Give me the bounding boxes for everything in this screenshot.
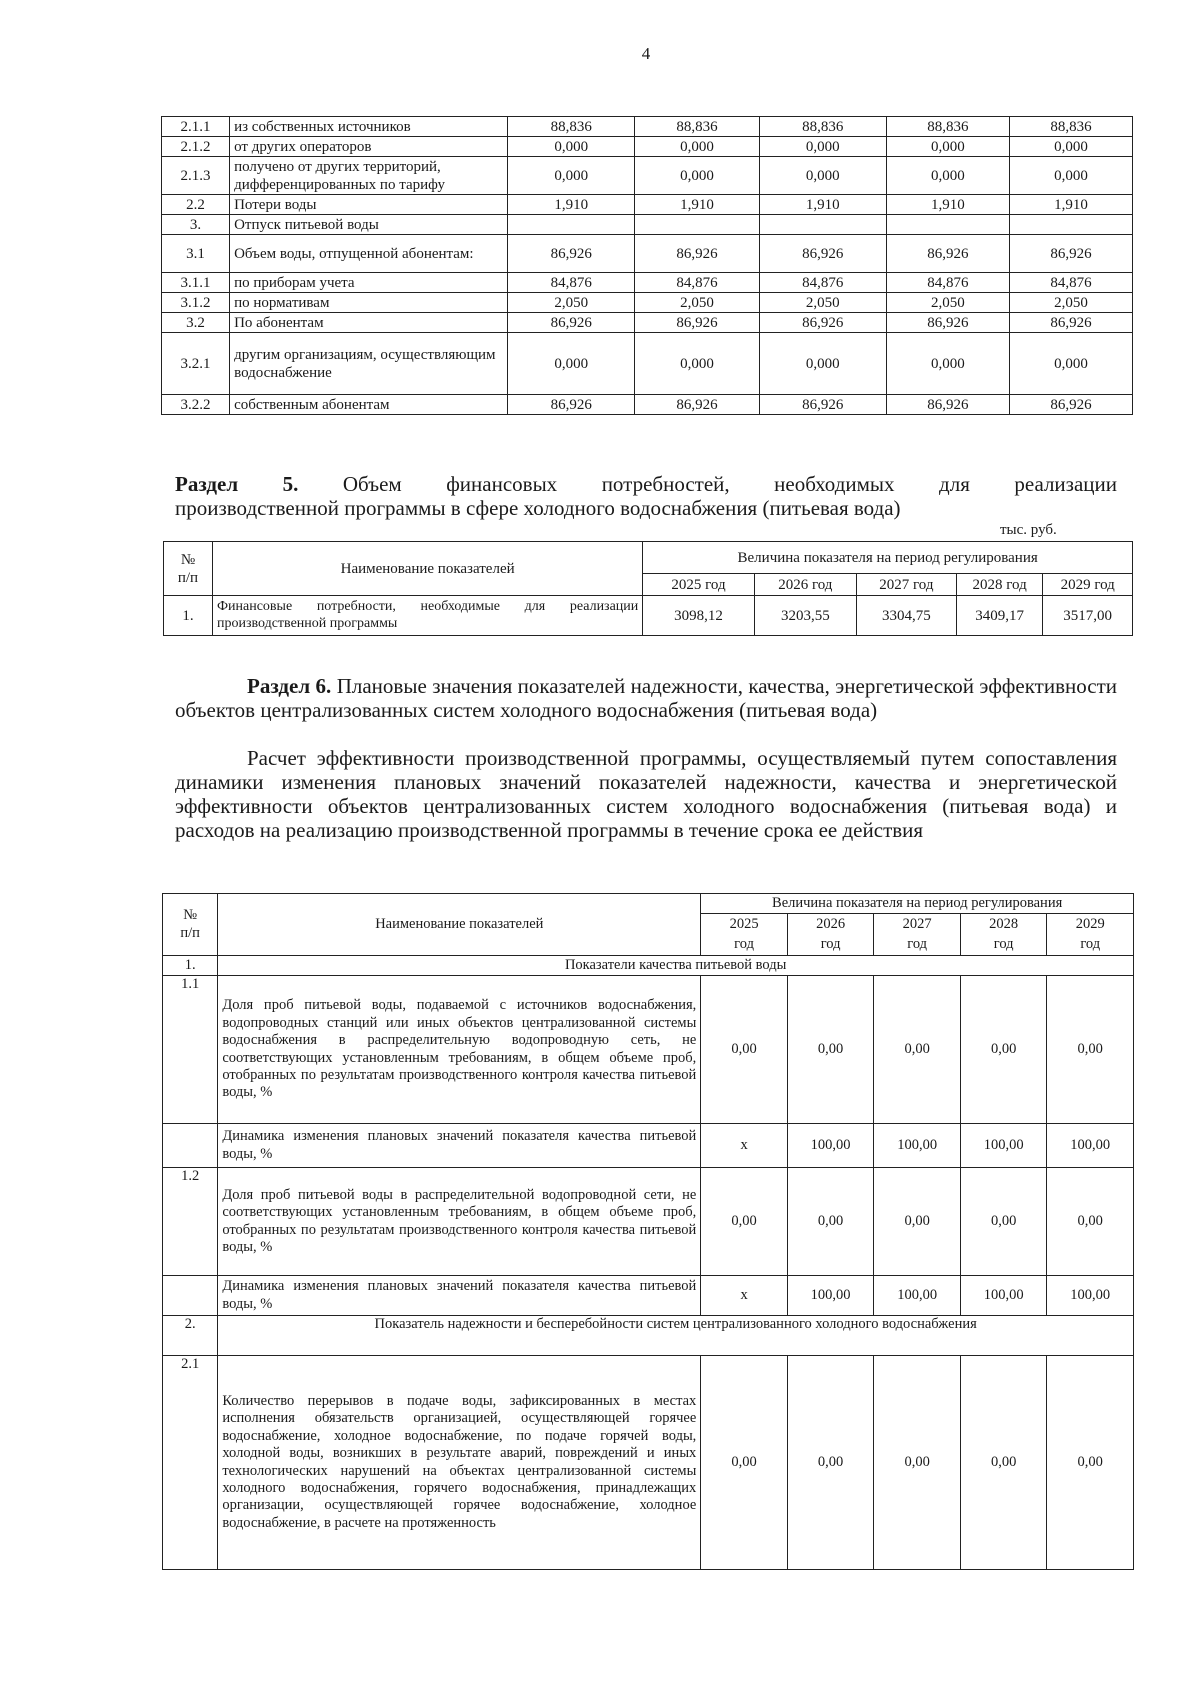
t3-value: 100,00 <box>787 1276 874 1316</box>
t3-year: 2027 <box>874 914 961 935</box>
t3-value: 100,00 <box>1047 1124 1134 1168</box>
row-name: по нормативам <box>230 293 508 313</box>
t2-col-period: Величина показателя на период регулирования <box>643 542 1133 574</box>
t3-value: 100,00 <box>874 1276 961 1316</box>
t3-r11-num: 1.1 <box>163 976 218 1124</box>
row-number: 2.1.2 <box>162 137 230 157</box>
t3-group2-title: Показатель надежности и бесперебойности систем централизованного холодного водоснабжения <box>218 1316 1134 1356</box>
t3-value: 0,00 <box>960 1168 1047 1276</box>
t3-value: 0,00 <box>874 1356 961 1570</box>
indicators-table <box>162 893 1134 1570</box>
t3-r21-num: 2.1 <box>163 1356 218 1570</box>
t3-col-name: Наименование показателей <box>218 894 701 956</box>
t3-value: 0,00 <box>1047 1356 1134 1570</box>
row-value: 86,926 <box>886 313 1009 333</box>
row-name: собственным абонентам <box>230 395 508 415</box>
water-balance-table <box>161 116 1133 415</box>
section5-title-a: Объем финансовых потребностей, необходимых для реализации <box>342 472 1117 496</box>
row-value: 86,926 <box>635 395 759 415</box>
t3-r12-num: 1.2 <box>163 1168 218 1276</box>
row-number: 2.1.1 <box>162 117 230 137</box>
row-name: Отпуск питьевой воды <box>230 215 508 235</box>
t3-year-word: год <box>874 935 961 956</box>
t3-group1-num: 1. <box>163 956 218 976</box>
row-value: 88,836 <box>635 117 759 137</box>
table-row <box>162 333 1133 395</box>
t2-year: 2028 год <box>956 574 1042 596</box>
row-value: 88,836 <box>759 117 886 137</box>
row-value: 1,910 <box>886 195 1009 215</box>
row-value: 0,000 <box>759 157 886 195</box>
t3-group1-title: Показатели качества питьевой воды <box>218 956 1134 976</box>
row-value: 86,926 <box>886 395 1009 415</box>
section5-label: Раздел 5. <box>175 472 299 496</box>
row-value: 88,836 <box>1009 117 1132 137</box>
t3-value: 100,00 <box>1047 1276 1134 1316</box>
t3-group2-num: 2. <box>163 1316 218 1356</box>
t3-col-num: № п/п <box>163 894 218 956</box>
row-value <box>635 215 759 235</box>
row-value: 0,000 <box>507 333 634 395</box>
row-value: 2,050 <box>759 293 886 313</box>
row-name: по приборам учета <box>230 273 508 293</box>
t3-year: 2028 <box>960 914 1047 935</box>
t3-value: 0,00 <box>701 1356 788 1570</box>
row-value: 84,876 <box>507 273 634 293</box>
row-number: 3.2.1 <box>162 333 230 395</box>
t3-value: 0,00 <box>787 976 874 1124</box>
t3-year-word: год <box>787 935 874 956</box>
t2-value: 3517,00 <box>1043 596 1133 636</box>
row-number: 3.2 <box>162 313 230 333</box>
t2-value: 3098,12 <box>643 596 754 636</box>
row-value: 88,836 <box>507 117 634 137</box>
t3-value: 0,00 <box>1047 1168 1134 1276</box>
row-value: 1,910 <box>635 195 759 215</box>
row-name: По абонентам <box>230 313 508 333</box>
row-value: 86,926 <box>1009 313 1132 333</box>
section6-heading <box>175 674 1117 722</box>
row-number: 3.1.1 <box>162 273 230 293</box>
t2-value: 3409,17 <box>956 596 1042 636</box>
t3-year: 2029 <box>1047 914 1134 935</box>
row-value: 86,926 <box>759 235 886 273</box>
row-value: 2,050 <box>635 293 759 313</box>
row-value: 0,000 <box>507 157 634 195</box>
unit-label: тыс. руб. <box>1000 522 1057 538</box>
row-name: от других операторов <box>230 137 508 157</box>
row-value <box>507 215 634 235</box>
financial-needs-table <box>163 541 1133 636</box>
t3-value: 100,00 <box>874 1124 961 1168</box>
t3-value: 0,00 <box>874 976 961 1124</box>
row-value: 1,910 <box>759 195 886 215</box>
row-value: 84,876 <box>759 273 886 293</box>
row-value: 86,926 <box>886 235 1009 273</box>
t3-value: 100,00 <box>960 1276 1047 1316</box>
row-value: 86,926 <box>759 395 886 415</box>
t2-col-name: Наименование показателей <box>212 542 642 596</box>
row-number: 3.1 <box>162 235 230 273</box>
t3-r21-name: Количество перерывов в подаче воды, зафиксированных в местах исполнения обязательств организацией, осуществляющей горячее водоснабжение, холодное водоснабжение, по подаче горячей воды, холодной воды, возникших в результате аварий, повреждений и иных технологических нарушений на объектах централизованной системы холодного водоснабжения, горячего водоснабжения, принадлежащих организации, осуществляющей горячее водоснабжение, холодное водоснабжение, в расчете на протяженность <box>218 1356 701 1570</box>
t3-value: x <box>701 1124 788 1168</box>
row-value: 0,000 <box>1009 157 1132 195</box>
section5-heading-line2: производственной программы в сфере холодного водоснабжения (питьевая вода) <box>175 496 901 520</box>
row-number: 3.2.2 <box>162 395 230 415</box>
t3-year: 2026 <box>787 914 874 935</box>
table-row <box>162 117 1133 137</box>
t2-year: 2027 год <box>856 574 956 596</box>
row-number: 2.1.3 <box>162 157 230 195</box>
row-number: 2.2 <box>162 195 230 215</box>
row-name: из собственных источников <box>230 117 508 137</box>
t3-value: 0,00 <box>960 1356 1047 1570</box>
row-value: 0,000 <box>886 157 1009 195</box>
t2-year: 2029 год <box>1043 574 1133 596</box>
t3-value: 0,00 <box>960 976 1047 1124</box>
row-number: 3. <box>162 215 230 235</box>
row-value <box>886 215 1009 235</box>
row-value: 0,000 <box>759 333 886 395</box>
t3-value: 0,00 <box>701 1168 788 1276</box>
row-name: получено от других территорий, дифференцированных по тарифу <box>230 157 508 195</box>
row-value: 86,926 <box>759 313 886 333</box>
page-number: 4 <box>641 44 651 63</box>
row-name: другим организациям, осуществляющим водоснабжение <box>230 333 508 395</box>
row-value: 0,000 <box>759 137 886 157</box>
row-value <box>759 215 886 235</box>
t3-value: 0,00 <box>787 1356 874 1570</box>
row-value: 1,910 <box>507 195 634 215</box>
t3-value: 0,00 <box>701 976 788 1124</box>
t3-r11-name: Доля проб питьевой воды, подаваемой с источников водоснабжения, водопроводных станций или иных объектов централизованной системы водоснабжения в распределительную водопроводную сеть, не соответствующих установленным требованиям, в общем объеме проб, отобранных по результатам производственного контроля качества питьевой воды, % <box>218 976 701 1124</box>
row-value: 1,910 <box>1009 195 1132 215</box>
row-value: 84,876 <box>1009 273 1132 293</box>
t3-value: x <box>701 1276 788 1316</box>
t2-value: 3304,75 <box>856 596 956 636</box>
t3-year-word: год <box>701 935 788 956</box>
row-value: 84,876 <box>886 273 1009 293</box>
t3-value: 0,00 <box>787 1168 874 1276</box>
t2-row-name: Финансовые потребности, необходимые для реализации производственной программы <box>212 596 642 636</box>
row-value: 86,926 <box>507 235 634 273</box>
section6-label: Раздел 6. <box>247 674 332 698</box>
table-row <box>162 195 1133 215</box>
row-value: 0,000 <box>1009 137 1132 157</box>
row-value: 88,836 <box>886 117 1009 137</box>
t3-year: 2025 <box>701 914 788 935</box>
table-row <box>162 273 1133 293</box>
t3-value: 100,00 <box>960 1124 1047 1168</box>
row-value: 2,050 <box>1009 293 1132 313</box>
row-value: 84,876 <box>635 273 759 293</box>
t3-year-word: год <box>1047 935 1134 956</box>
row-value: 86,926 <box>1009 235 1132 273</box>
t3-year-word: год <box>960 935 1047 956</box>
t2-row-num: 1. <box>164 596 213 636</box>
t3-r12d-name: Динамика изменения плановых значений показателя качества питьевой воды, % <box>218 1276 701 1316</box>
section6-paragraph: Расчет эффективности производственной программы, осуществляемый путем сопоставления динамики изменения плановых значений показателей надежности, качества и энергетической эффективности объектов централизованных систем холодного водоснабжения (питьевая вода) и расходов на реализацию производственной программы в течение срока ее действия <box>175 746 1117 842</box>
row-value: 86,926 <box>1009 395 1132 415</box>
row-value: 86,926 <box>507 395 634 415</box>
t3-r12-name: Доля проб питьевой воды в распределительной водопроводной сети, не соответствующих установленным требованиям, в общем объеме проб, отобранных по результатам производственного контроля качества питьевой воды, % <box>218 1168 701 1276</box>
row-value: 86,926 <box>507 313 634 333</box>
t2-year: 2026 год <box>754 574 856 596</box>
row-value: 0,000 <box>1009 333 1132 395</box>
t2-col-num: № п/п <box>164 542 213 596</box>
table-row <box>162 395 1133 415</box>
row-value: 0,000 <box>886 333 1009 395</box>
table-row <box>162 215 1133 235</box>
row-number: 3.1.2 <box>162 293 230 313</box>
t3-r11d-name: Динамика изменения плановых значений показателя качества питьевой воды, % <box>218 1124 701 1168</box>
row-value: 2,050 <box>507 293 634 313</box>
row-value: 0,000 <box>635 333 759 395</box>
table-row <box>162 313 1133 333</box>
t2-value: 3203,55 <box>754 596 856 636</box>
t3-empty-num <box>163 1124 218 1168</box>
t2-year: 2025 год <box>643 574 754 596</box>
row-value: 0,000 <box>886 137 1009 157</box>
row-value: 0,000 <box>507 137 634 157</box>
table-row <box>162 157 1133 195</box>
table-row <box>162 293 1133 313</box>
section5-heading-line1 <box>175 472 1117 496</box>
section6-title: Плановые значения показателей надежности, качества, энергетической эффективности объектов централизованных систем холодного водоснабжения (питьевая вода) <box>175 674 1117 722</box>
row-value: 2,050 <box>886 293 1009 313</box>
row-value: 86,926 <box>635 235 759 273</box>
t3-empty-num <box>163 1276 218 1316</box>
t3-col-period: Величина показателя на период регулирования <box>701 894 1134 914</box>
row-name: Объем воды, отпущенной абонентам: <box>230 235 508 273</box>
row-value: 0,000 <box>635 157 759 195</box>
table-row <box>162 235 1133 273</box>
table-row <box>162 137 1133 157</box>
row-value: 0,000 <box>635 137 759 157</box>
row-value <box>1009 215 1132 235</box>
t3-value: 0,00 <box>1047 976 1134 1124</box>
row-name: Потери воды <box>230 195 508 215</box>
row-value: 86,926 <box>635 313 759 333</box>
t3-value: 0,00 <box>874 1168 961 1276</box>
t3-value: 100,00 <box>787 1124 874 1168</box>
